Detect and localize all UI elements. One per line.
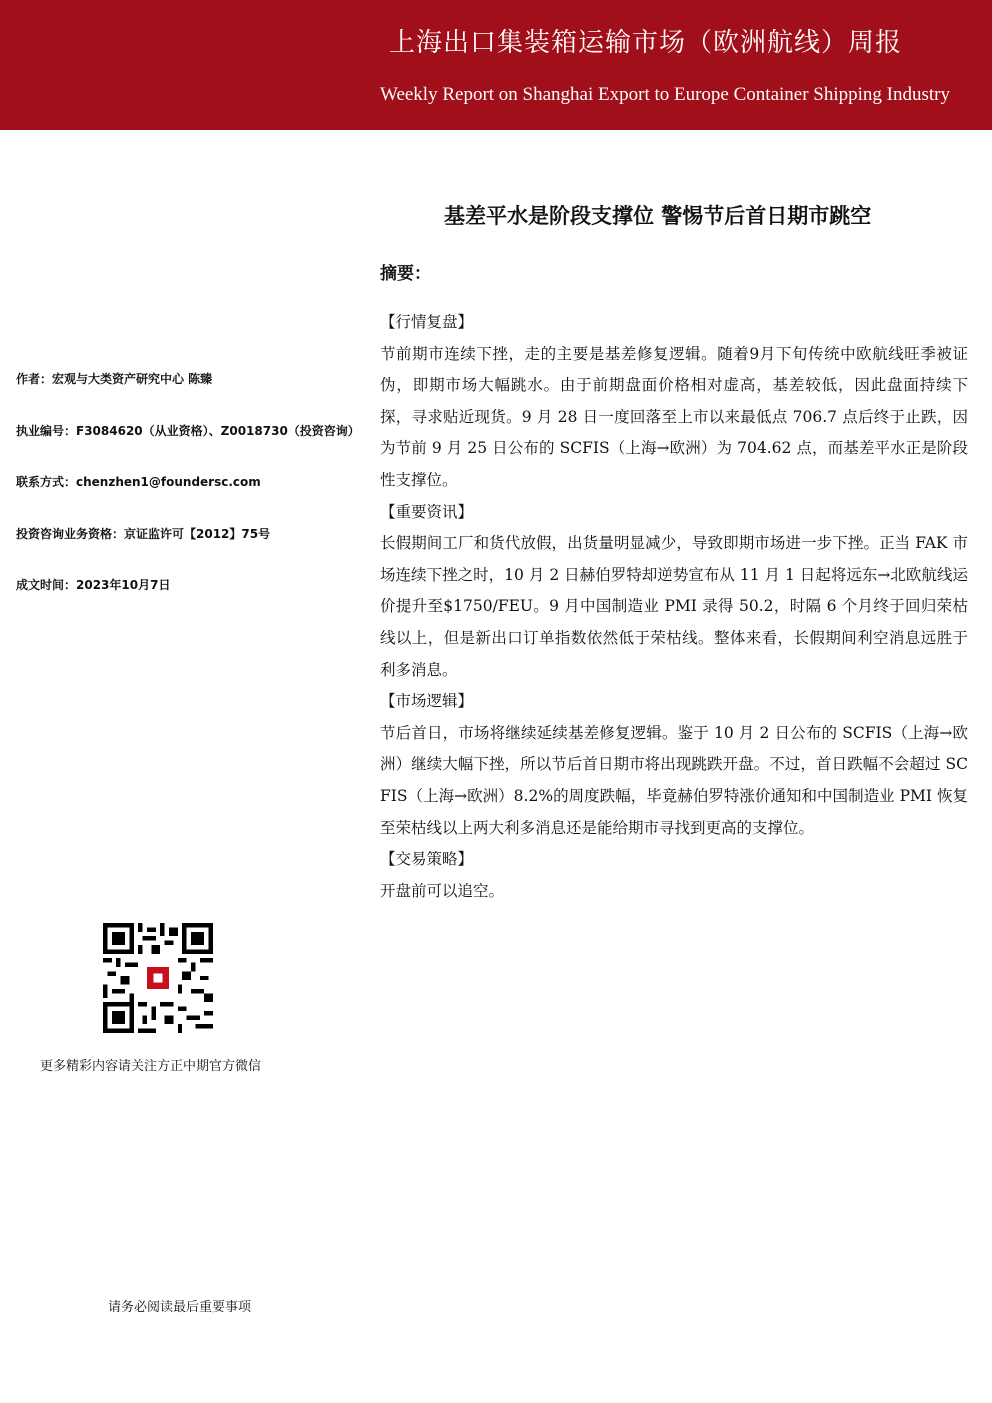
section-text: 长假期间工厂和货代放假，出货量明显减少，导致即期市场进一步下挫。正当 FAK 市场连续下挫之时，10 月 2 日赫伯罗特却逆势宣布从 11 月 1 日起将远东→北欧航线运价提升至$1750/FEU。9 月中国制造业 PMI 录得 50.2，时隔 6 个月终于回归荣枯线以上，但是新出口订单指数依然低于荣枯线。整体来看，长假期间利空消息远胜于利多消息。 <box>380 534 968 679</box>
report-title: 基差平水是阶段支撑位 警惕节后首日期市跳空 <box>444 203 872 228</box>
date-line: 成文时间：2023年10月7日 <box>16 578 171 592</box>
section-key-news <box>380 497 968 687</box>
abstract-body <box>380 307 968 907</box>
header-title-cn: 上海出口集装箱运输市场（欧洲航线）周报 <box>388 28 902 58</box>
section-trading-strategy <box>380 844 968 907</box>
header-title-en: Weekly Report on Shanghai Export to Europe Container Shipping Industry <box>380 84 950 105</box>
wechat-qr-code <box>103 923 213 1033</box>
section-heading: 【行情复盘】 <box>380 313 474 331</box>
contact-line[interactable]: 联系方式：chenzhen1@foundersc.com <box>16 475 261 489</box>
section-text: 开盘前可以追空。 <box>380 881 505 900</box>
footer-note: 请务必阅读最后重要事项 <box>108 1300 252 1315</box>
section-market-logic <box>380 686 968 844</box>
section-heading: 【市场逻辑】 <box>380 692 474 711</box>
section-market-review <box>380 307 968 497</box>
license-line: 执业编号：F3084620（从业资格）、Z0018730（投资咨询） <box>16 423 360 438</box>
section-text: 节后首日，市场将继续延续基差修复逻辑。鉴于 10 月 2 日公布的 SCFIS（上海→欧洲）继续大幅下挫，所以节后首日期市将出现跳跌开盘。不过，首日跌幅不会超过 SCFIS（上海→欧洲）8.2%的周度跌幅，毕竟赫伯罗特涨价通知和中国制造业 PMI 恢复至荣枯线以上两大利多消息还是能给期市寻找到更高的支撑位。 <box>380 723 968 837</box>
abstract-label: 摘要： <box>380 264 431 284</box>
section-heading: 【交易策略】 <box>380 850 474 869</box>
report-header <box>0 0 992 130</box>
qr-caption: 更多精彩内容请关注方正中期官方微信 <box>40 1059 262 1074</box>
section-text: 节前期市连续下挫，走的主要是基差修复逻辑。随着9月下旬传统中欧航线旺季被证伪，即期市场大幅跳水。由于前期盘面价格相对虚高，基差较低，因此盘面持续下探，寻求贴近现货。9 月 28 日一度回落至上市以来最低点 706.7 点后终于止跌，因为节前 9 月 25 日公布的 SCFIS（上海→欧洲）为 704.62 点，而基差平水正是阶段性支撑位。 <box>380 344 968 489</box>
author-info <box>16 370 366 628</box>
author-line: 作者：宏观与大类资产研究中心 陈臻 <box>16 372 213 386</box>
section-heading: 【重要资讯】 <box>380 502 474 521</box>
qualification-line: 投资咨询业务资格：京证监许可【2012】75号 <box>16 526 271 541</box>
